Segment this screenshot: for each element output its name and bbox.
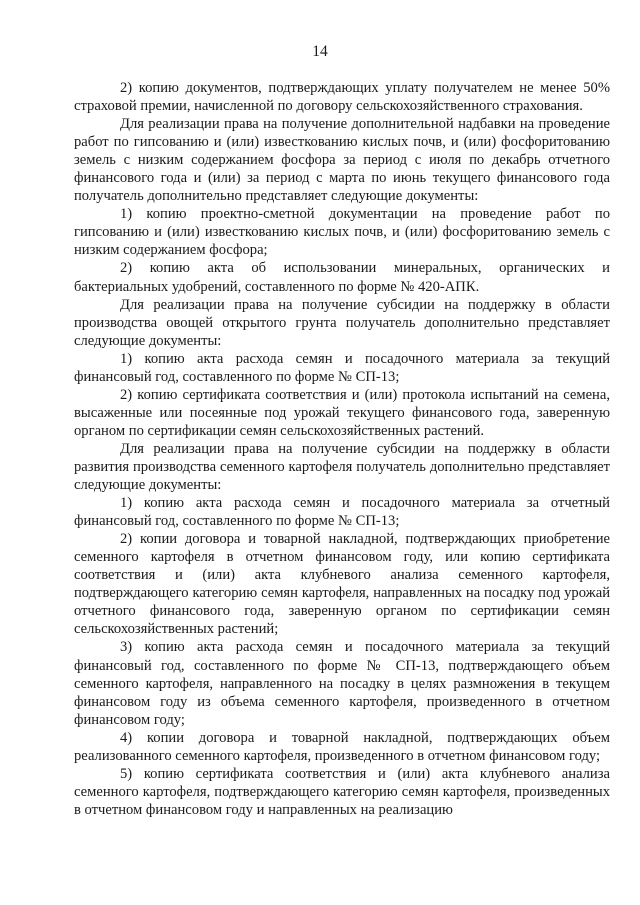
paragraph: Для реализации права на получение субсидии на поддержку в области производства овощей открытого грунта получатель дополнительно представляет следующие документы: <box>74 296 610 349</box>
paragraph: Для реализации права на получение субсидии на поддержку в области развития производства семенного картофеля получатель дополнительно представляет следующие документы: <box>74 440 610 494</box>
paragraph: 3) копию акта расхода семян и посадочного материала за текущий финансовый год, составленного по форме № СП-13, подтверждающего объем семенного картофеля, направленного на посадку в целях размножения в текущем финансовом году из объема семенного картофеля, произведенного в отчетном финансовом году; <box>74 639 610 728</box>
paragraph: 4) копии договора и товарной накладной, подтверждающих объем реализованного семенного картофеля, произведенного в отчетном финансовом году; <box>74 729 610 764</box>
paragraph: 5) копию сертификата соответствия и (или) акта клубневого анализа семенного картофеля, подтверждающего категорию семян картофеля, произведенных в отчетном финансовом году и направленных на реализацию <box>74 765 610 818</box>
paragraph: 2) копии договора и товарной накладной, подтверждающих приобретение семенного картофеля в отчетном финансовом году, или копию сертификата соответствия и (или) акта клубневого анализа семенного картофеля, подтверждающего категорию семян картофеля, направленных на посадку под урожай отчетного финансового года, заверенную органом по сертификации семян сельскохозяйственных растений; <box>74 531 610 638</box>
paragraph: 1) копию акта расхода семян и посадочного материала за отчетный финансовый год, составленного по форме № СП-13; <box>74 495 610 530</box>
paragraph: 2) копию сертификата соответствия и (или) протокола испытаний на семена, высаженные или посеянные под урожай текущего финансового года, заверенную органом по сертификации семян сельскохозяйственных растений. <box>74 386 610 439</box>
paragraph: 2) копию акта об использовании минеральных, органических и бактериальных удобрений, составленного по форме № 420-АПК. <box>74 260 610 295</box>
paragraph: Для реализации права на получение дополнительной надбавки на проведение работ по гипсованию и (или) известкованию кислых почв, и (или) фосфоритованию земель с низким содержанием фосфора за период с июля по декабрь отчетного финансового года и (или) за период с марта по июнь текущего финансового года получатель дополнительно представляет следующие документы: <box>74 116 610 205</box>
page-number: 14 <box>312 43 328 60</box>
document-body <box>74 79 610 819</box>
paragraph: 1) копию акта расхода семян и посадочного материала за текущий финансовый год, составленного по форме № СП-13; <box>74 350 610 385</box>
paragraph: 2) копию документов, подтверждающих уплату получателем не менее 50% страховой премии, начисленной по договору сельскохозяйственного страхования. <box>74 80 610 115</box>
paragraph: 1) копию проектно-сметной документации на проведение работ по гипсованию и (или) известкованию кислых почв, и (или) фосфоритованию земель с низким содержанием фосфора; <box>74 206 610 259</box>
